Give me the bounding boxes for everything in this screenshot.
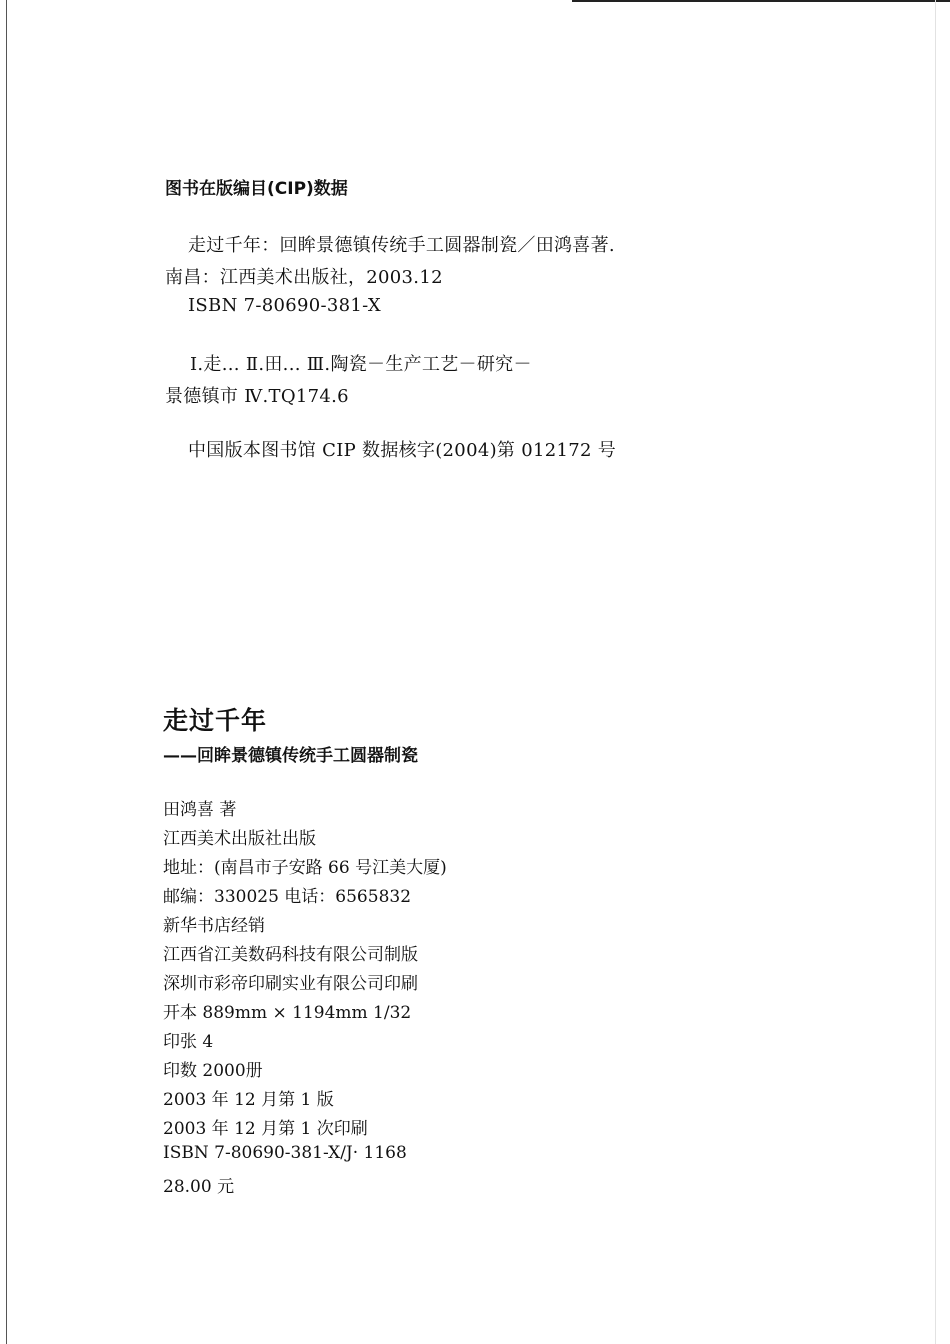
imprint-printer: 深圳市彩帝印刷实业有限公司印刷 xyxy=(163,974,418,994)
cip-line-isbn: ISBN 7-80690-381-X xyxy=(188,295,382,316)
cip-line-subjects: Ⅰ.走... Ⅱ.田... Ⅲ.陶瓷－生产工艺－研究－ xyxy=(190,354,532,375)
imprint-distributor: 新华书店经销 xyxy=(163,916,265,936)
book-title: 走过千年 xyxy=(163,706,268,735)
cip-line-classification: 景德镇市 Ⅳ.TQ174.6 xyxy=(165,386,349,407)
book-subtitle: ——回眸景德镇传统手工圆器制瓷 xyxy=(163,746,418,766)
imprint-author: 田鸿喜 著 xyxy=(163,800,237,820)
imprint-edition: 2003 年 12 月第 1 版 xyxy=(163,1090,334,1110)
imprint-format: 开本 889mm × 1194mm 1/32 xyxy=(163,1003,412,1023)
imprint-postcode-phone: 邮编：330025 电话：6565832 xyxy=(163,887,412,907)
cip-heading: 图书在版编目(CIP)数据 xyxy=(165,179,348,199)
cip-line-publisher: 南昌：江西美术出版社，2003.12 xyxy=(165,267,443,288)
imprint-print-run: 印数 2000册 xyxy=(163,1061,263,1081)
imprint-address: 地址：(南昌市子安路 66 号江美大厦) xyxy=(163,858,447,878)
page-left-edge xyxy=(6,0,7,1344)
imprint-price: 28.00 元 xyxy=(163,1177,235,1197)
cip-line-record-number: 中国版本图书馆 CIP 数据核字(2004)第 012172 号 xyxy=(188,440,617,461)
imprint-sheets: 印张 4 xyxy=(163,1032,214,1052)
imprint-printing: 2003 年 12 月第 1 次印刷 xyxy=(163,1119,368,1139)
page-top-rule xyxy=(572,0,950,2)
imprint-publisher: 江西美术出版社出版 xyxy=(163,829,316,849)
imprint-plate-maker: 江西省江美数码科技有限公司制版 xyxy=(163,945,418,965)
imprint-isbn: ISBN 7-80690-381-X/J· 1168 xyxy=(163,1143,407,1163)
page-right-edge xyxy=(935,0,936,1344)
cip-line-title: 走过千年：回眸景德镇传统手工圆器制瓷／田鸿喜著. xyxy=(188,235,615,256)
